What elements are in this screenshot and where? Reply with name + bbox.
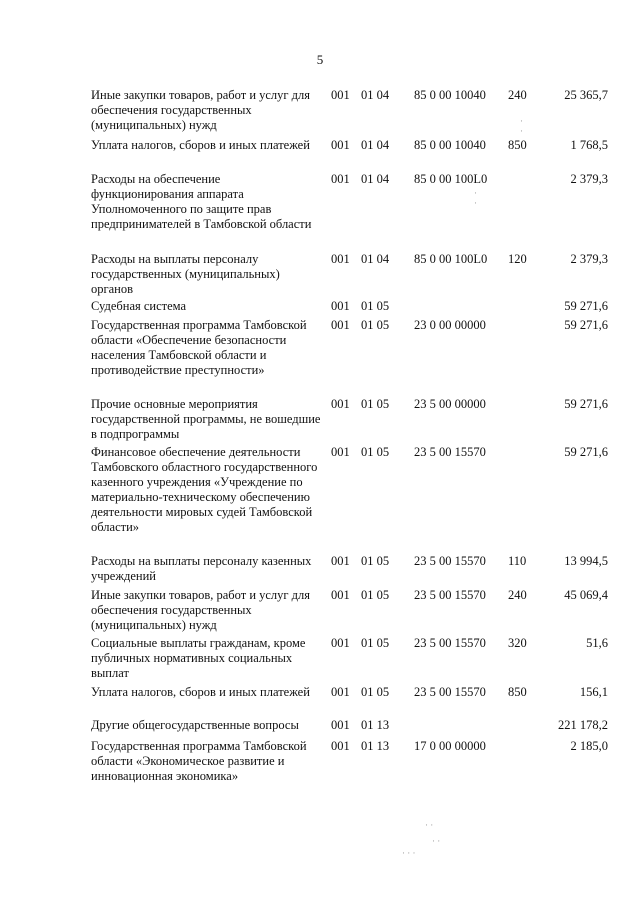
row-gr: 001	[331, 138, 350, 152]
row-gr: 001	[331, 554, 350, 568]
row-sum: 45 069,4	[564, 588, 608, 602]
row-sum: 59 271,6	[564, 318, 608, 332]
row-tsr: 23 5 00 15570	[414, 554, 486, 568]
row-sum: 51,6	[586, 636, 608, 650]
row-name: Уплата налогов, сборов и иных платежей	[91, 685, 310, 699]
row-rz: 01 05	[361, 636, 390, 650]
scan-speck: · ·	[520, 116, 523, 136]
row-rz: 01 05	[361, 554, 390, 568]
row-tsr: 23 5 00 15570	[414, 588, 486, 602]
row-vr: 320	[508, 636, 527, 650]
row-gr: 001	[331, 252, 350, 266]
row-gr: 001	[331, 172, 350, 186]
row-name: Финансовое обеспечение деятельности Тамбовского областного государственного казенного учреждения «Учреждение по материально-техническому обеспечению деятельности мировых судей Тамбовской области»	[91, 445, 318, 534]
row-tsr: 85 0 00 100L0	[414, 252, 488, 266]
row-tsr: 17 0 00 00000	[414, 739, 486, 753]
row-gr: 001	[331, 397, 350, 411]
row-rz: 01 04	[361, 88, 390, 102]
row-tsr: 85 0 00 100L0	[414, 172, 488, 186]
row-sum: 221 178,2	[558, 718, 608, 732]
row-name: Расходы на выплаты персоналу государственных (муниципальных) органов	[91, 252, 280, 296]
row-name: Расходы на обеспечение функционирования аппарата Уполномоченного по защите прав предпринимателей в Тамбовской области	[91, 172, 312, 231]
row-sum: 1 768,5	[570, 138, 608, 152]
scan-speck: · · ·	[402, 848, 416, 858]
row-name: Уплата налогов, сборов и иных платежей	[91, 138, 310, 152]
row-vr: 110	[508, 554, 527, 568]
row-sum: 13 994,5	[564, 554, 608, 568]
row-gr: 001	[331, 299, 350, 313]
row-rz: 01 05	[361, 685, 390, 699]
row-vr: 850	[508, 685, 527, 699]
row-sum: 59 271,6	[564, 445, 608, 459]
row-name: Социальные выплаты гражданам, кроме публичных нормативных социальных выплат	[91, 636, 306, 680]
row-rz: 01 05	[361, 445, 390, 459]
row-gr: 001	[331, 318, 350, 332]
row-name: Прочие основные мероприятия государственной программы, не вошедшие в подпрограммы	[91, 397, 321, 441]
row-gr: 001	[331, 88, 350, 102]
row-sum: 59 271,6	[564, 397, 608, 411]
row-gr: 001	[331, 588, 350, 602]
row-sum: 2 379,3	[570, 172, 608, 186]
row-tsr: 23 5 00 00000	[414, 397, 486, 411]
row-sum: 2 379,3	[570, 252, 608, 266]
row-gr: 001	[331, 685, 350, 699]
scan-speck: · ·	[432, 836, 441, 846]
row-rz: 01 05	[361, 318, 390, 332]
row-rz: 01 05	[361, 588, 390, 602]
row-vr: 240	[508, 588, 527, 602]
row-rz: 01 13	[361, 739, 390, 753]
row-sum: 2 185,0	[570, 739, 608, 753]
scan-speck: · ·	[474, 188, 477, 208]
row-gr: 001	[331, 636, 350, 650]
row-rz: 01 13	[361, 718, 390, 732]
row-rz: 01 04	[361, 172, 390, 186]
row-name: Другие общегосударственные вопросы	[91, 718, 299, 732]
row-vr: 240	[508, 88, 527, 102]
row-rz: 01 05	[361, 397, 390, 411]
row-name: Иные закупки товаров, работ и услуг для обеспечения государственных (муниципальных) нужд	[91, 88, 311, 132]
row-name: Иные закупки товаров, работ и услуг для обеспечения государственных (муниципальных) нужд	[91, 588, 311, 632]
row-gr: 001	[331, 445, 350, 459]
row-tsr: 23 5 00 15570	[414, 445, 486, 459]
page-number: 5	[316, 52, 324, 67]
scan-speck: · ·	[425, 820, 434, 830]
row-tsr: 23 5 00 15570	[414, 636, 486, 650]
row-gr: 001	[331, 718, 350, 732]
row-vr: 120	[508, 252, 527, 266]
row-tsr: 85 0 00 10040	[414, 88, 486, 102]
row-rz: 01 04	[361, 138, 390, 152]
row-sum: 156,1	[579, 685, 608, 699]
row-name: Государственная программа Тамбовской области «Экономическое развитие и инновационная экономика»	[91, 739, 307, 783]
row-name: Государственная программа Тамбовской области «Обеспечение безопасности населения Тамбовской области и противодействие преступности»	[91, 318, 307, 377]
row-name: Судебная система	[91, 299, 187, 313]
row-name: Расходы на выплаты персоналу казенных учреждений	[91, 554, 312, 583]
row-sum: 59 271,6	[564, 299, 608, 313]
row-tsr: 85 0 00 10040	[414, 138, 486, 152]
row-sum: 25 365,7	[564, 88, 608, 102]
row-tsr: 23 0 00 00000	[414, 318, 486, 332]
row-gr: 001	[331, 739, 350, 753]
row-vr: 850	[508, 138, 527, 152]
row-rz: 01 05	[361, 299, 390, 313]
row-rz: 01 04	[361, 252, 390, 266]
row-tsr: 23 5 00 15570	[414, 685, 486, 699]
